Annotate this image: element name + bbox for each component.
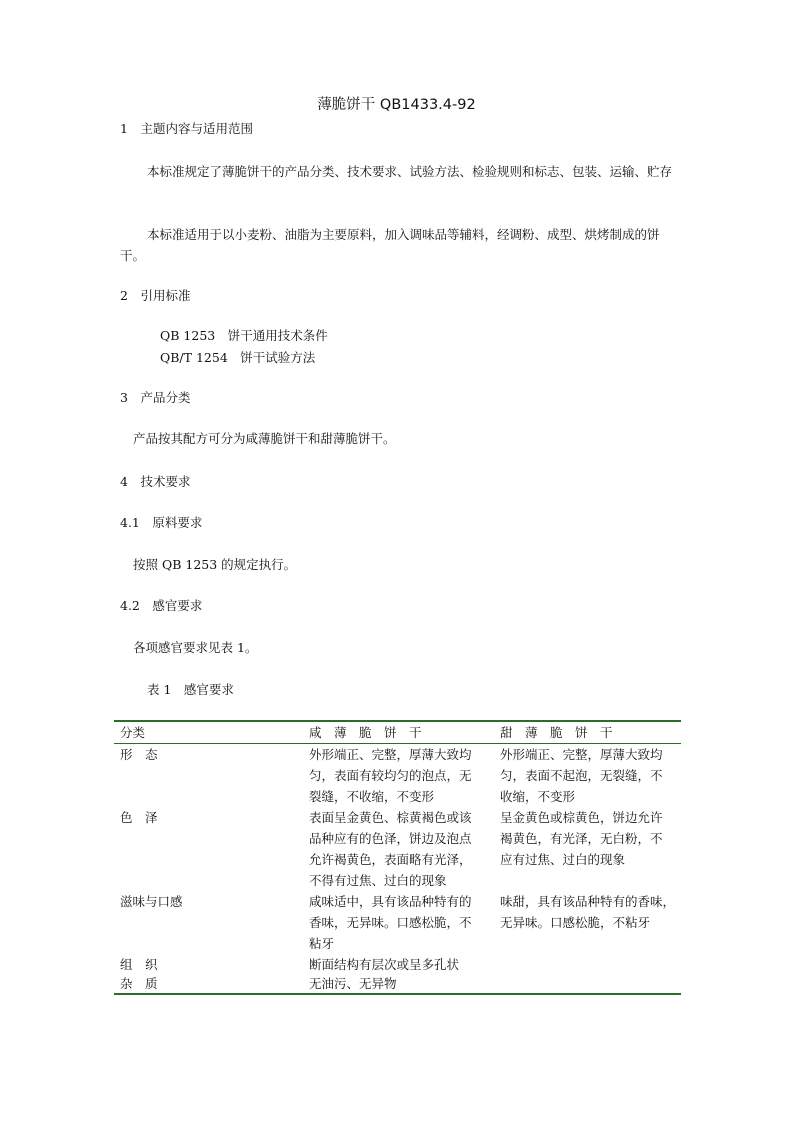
cell-salty-line: 表面呈金黄色、棕黄褐色或该 xyxy=(309,810,472,825)
section-4-1-paragraph: 按照 QB 1253 的规定执行。 xyxy=(133,557,297,572)
cell-salty-line: 品种应有的色泽，饼边及泡点 xyxy=(309,831,472,846)
sensory-requirements-table xyxy=(114,720,681,995)
cell-sweet-line: 味甜，具有该品种特有的香味， xyxy=(500,894,676,909)
row-label-texture: 组 织 xyxy=(120,957,158,972)
cell-sweet-line: 褐黄色，有光泽，无白粉，不 xyxy=(500,831,663,846)
table-header-sweet: 甜 薄 脆 饼 干 xyxy=(500,725,613,740)
cell-sweet-line: 收缩，不变形 xyxy=(500,789,576,804)
section-3-paragraph: 产品按其配方可分为咸薄脆饼干和甜薄脆饼干。 xyxy=(133,431,396,446)
cell-sweet-line: 外形端正、完整，厚薄大致均 xyxy=(500,747,663,762)
cell-sweet-line: 无异味。口感松脆，不粘牙 xyxy=(500,915,651,930)
row-label-impurity: 杂 质 xyxy=(120,976,158,991)
section-1-heading: 1 主题内容与适用范围 xyxy=(120,121,253,136)
table-header-salty: 咸 薄 脆 饼 干 xyxy=(309,725,422,740)
reference-2: QB/T 1254 饼干试验方法 xyxy=(160,350,316,365)
row-label-color: 色 泽 xyxy=(120,810,158,825)
reference-1: QB 1253 饼干通用技术条件 xyxy=(160,328,328,343)
cell-salty-line: 香味，无异味。口感松脆，不 xyxy=(309,915,472,930)
section-4-2-heading: 4.2 感官要求 xyxy=(120,598,203,613)
table-bottom-rule xyxy=(114,993,681,995)
cell-sweet-line: 应有过焦、过白的现象 xyxy=(500,852,626,867)
cell-salty-line: 咸味适中，具有该品种特有的 xyxy=(309,894,472,909)
cell-shared: 无油污、无异物 xyxy=(309,976,397,991)
row-label-taste: 滋味与口感 xyxy=(120,894,183,909)
section-2-heading: 2 引用标准 xyxy=(120,288,191,303)
cell-sweet-line: 匀，表面不起泡，无裂缝，不 xyxy=(500,768,663,783)
cell-salty-line: 粘牙 xyxy=(309,936,335,951)
cell-salty-line: 匀，表面有较均匀的泡点，无 xyxy=(309,768,472,783)
cell-salty-line: 不得有过焦、过白的现象 xyxy=(309,873,447,888)
table-header-category: 分类 xyxy=(120,725,146,740)
cell-salty-line: 允许褐黄色，表面略有光泽， xyxy=(309,852,472,867)
section-4-1-heading: 4.1 原料要求 xyxy=(120,515,203,530)
cell-salty-line: 裂缝，不收缩，不变形 xyxy=(309,789,435,804)
section-1-paragraph-1: 本标准规定了薄脆饼干的产品分类、技术要求、试验方法、检验规则和标志、包装、运输、贮存 xyxy=(147,164,673,179)
cell-salty-line: 外形端正、完整，厚薄大致均 xyxy=(309,747,472,762)
row-label-shape: 形 态 xyxy=(120,747,158,762)
section-3-heading: 3 产品分类 xyxy=(120,390,191,405)
cell-sweet-line: 呈金黄色或棕黄色，饼边允许 xyxy=(500,810,663,825)
document-title: 薄脆饼干 QB1433.4-92 xyxy=(317,97,476,113)
section-4-heading: 4 技术要求 xyxy=(120,474,191,489)
section-4-2-paragraph: 各项感官要求见表 1。 xyxy=(133,640,258,655)
cell-shared: 断面结构有层次或呈多孔状 xyxy=(309,957,460,972)
table-caption: 表 1 感官要求 xyxy=(147,682,234,697)
section-1-paragraph-2: 本标准适用于以小麦粉、油脂为主要原料，加入调味品等辅料，经调粉、成型、烘烤制成的饼干。 xyxy=(120,227,660,263)
